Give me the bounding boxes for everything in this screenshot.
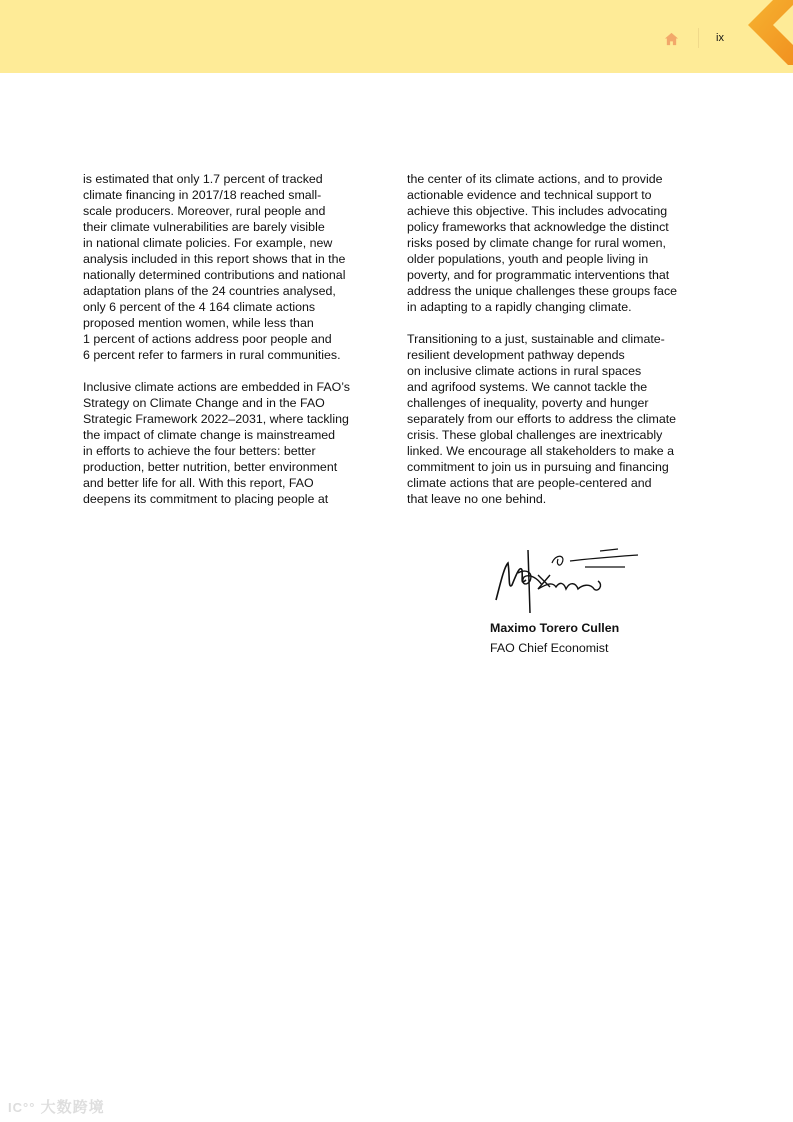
text-line: linked. We encourage all stakeholders to make a [407,444,675,458]
text-line: deepens its commitment to placing people at [83,492,329,506]
paragraph [83,171,388,363]
text-line: policy frameworks that acknowledge the distinct [407,220,669,234]
text-line: crisis. These global challenges are inextricably [407,428,663,442]
left-column [83,171,388,523]
text-line: nationally determined contributions and national [83,268,346,282]
text-line: Strategy on Climate Change and in the FAO [83,396,325,410]
paragraph [83,379,388,507]
right-column [407,171,712,523]
text-line: commitment to join us in pursuing and financing [407,460,669,474]
text-line: adaptation plans of the 24 countries analysed, [83,284,336,298]
text-line: the impact of climate change is mainstreamed [83,428,336,442]
text-line: in efforts to achieve the four betters: better [83,444,316,458]
text-line: address the unique challenges these groups face [407,284,678,298]
text-line: climate actions that are people-centered and [407,476,652,490]
text-line: Inclusive climate actions are embedded in FAO’s [83,380,350,394]
text-line: on inclusive climate actions in rural spaces [407,364,642,378]
watermark-text: 大数跨境 [40,1099,105,1116]
text-line: analysis included in this report shows that in the [83,252,346,266]
text-line: and agrifood systems. We cannot tackle the [407,380,648,394]
text-line: their climate vulnerabilities are barely visible [83,220,325,234]
text-line: scale producers. Moreover, rural people and [83,204,326,218]
text-line: in adapting to a rapidly changing climate. [407,300,632,314]
page-number: ix [716,32,724,44]
text-line: risks posed by climate change for rural women, [407,236,666,250]
text-line: 1 percent of actions address poor people and [83,332,332,346]
divider [698,28,699,48]
signature [490,545,640,615]
text-line: challenges of inequality, poverty and hunger [407,396,649,410]
text-line: proposed mention women, while less than [83,316,314,330]
text-line: only 6 percent of the 4 164 climate actions [83,300,316,314]
text-line: Transitioning to a just, sustainable and climate- [407,332,665,346]
page-header [0,0,793,73]
paragraph [407,171,712,315]
text-line: production, better nutrition, better environment [83,460,338,474]
home-icon[interactable] [664,32,679,46]
text-line: poverty, and for programmatic interventions that [407,268,670,282]
text-line: Strategic Framework 2022–2031, where tackling [83,412,349,426]
signatory-title: FAO Chief Economist [490,641,609,655]
text-line: older populations, youth and people living in [407,252,649,266]
text-line: the center of its climate actions, and to provide [407,172,663,186]
text-line: and better life for all. With this report, FAO [83,476,314,490]
text-line: climate financing in 2017/18 reached small- [83,188,322,202]
text-line: is estimated that only 1.7 percent of tracked [83,172,323,186]
text-line: in national climate policies. For example, new [83,236,333,250]
text-line: resilient development pathway depends [407,348,625,362]
text-line: separately from our efforts to address the climate [407,412,677,426]
text-line: that leave no one behind. [407,492,547,506]
chevron-decoration [743,0,793,70]
paragraph [407,331,712,507]
text-line: actionable evidence and technical support to [407,188,652,202]
text-line: 6 percent refer to farmers in rural communities. [83,348,341,362]
text-line: achieve this objective. This includes advocating [407,204,668,218]
signatory-name: Maximo Torero Cullen [490,621,620,635]
watermark: IC°° 大数跨境 [8,1099,105,1116]
